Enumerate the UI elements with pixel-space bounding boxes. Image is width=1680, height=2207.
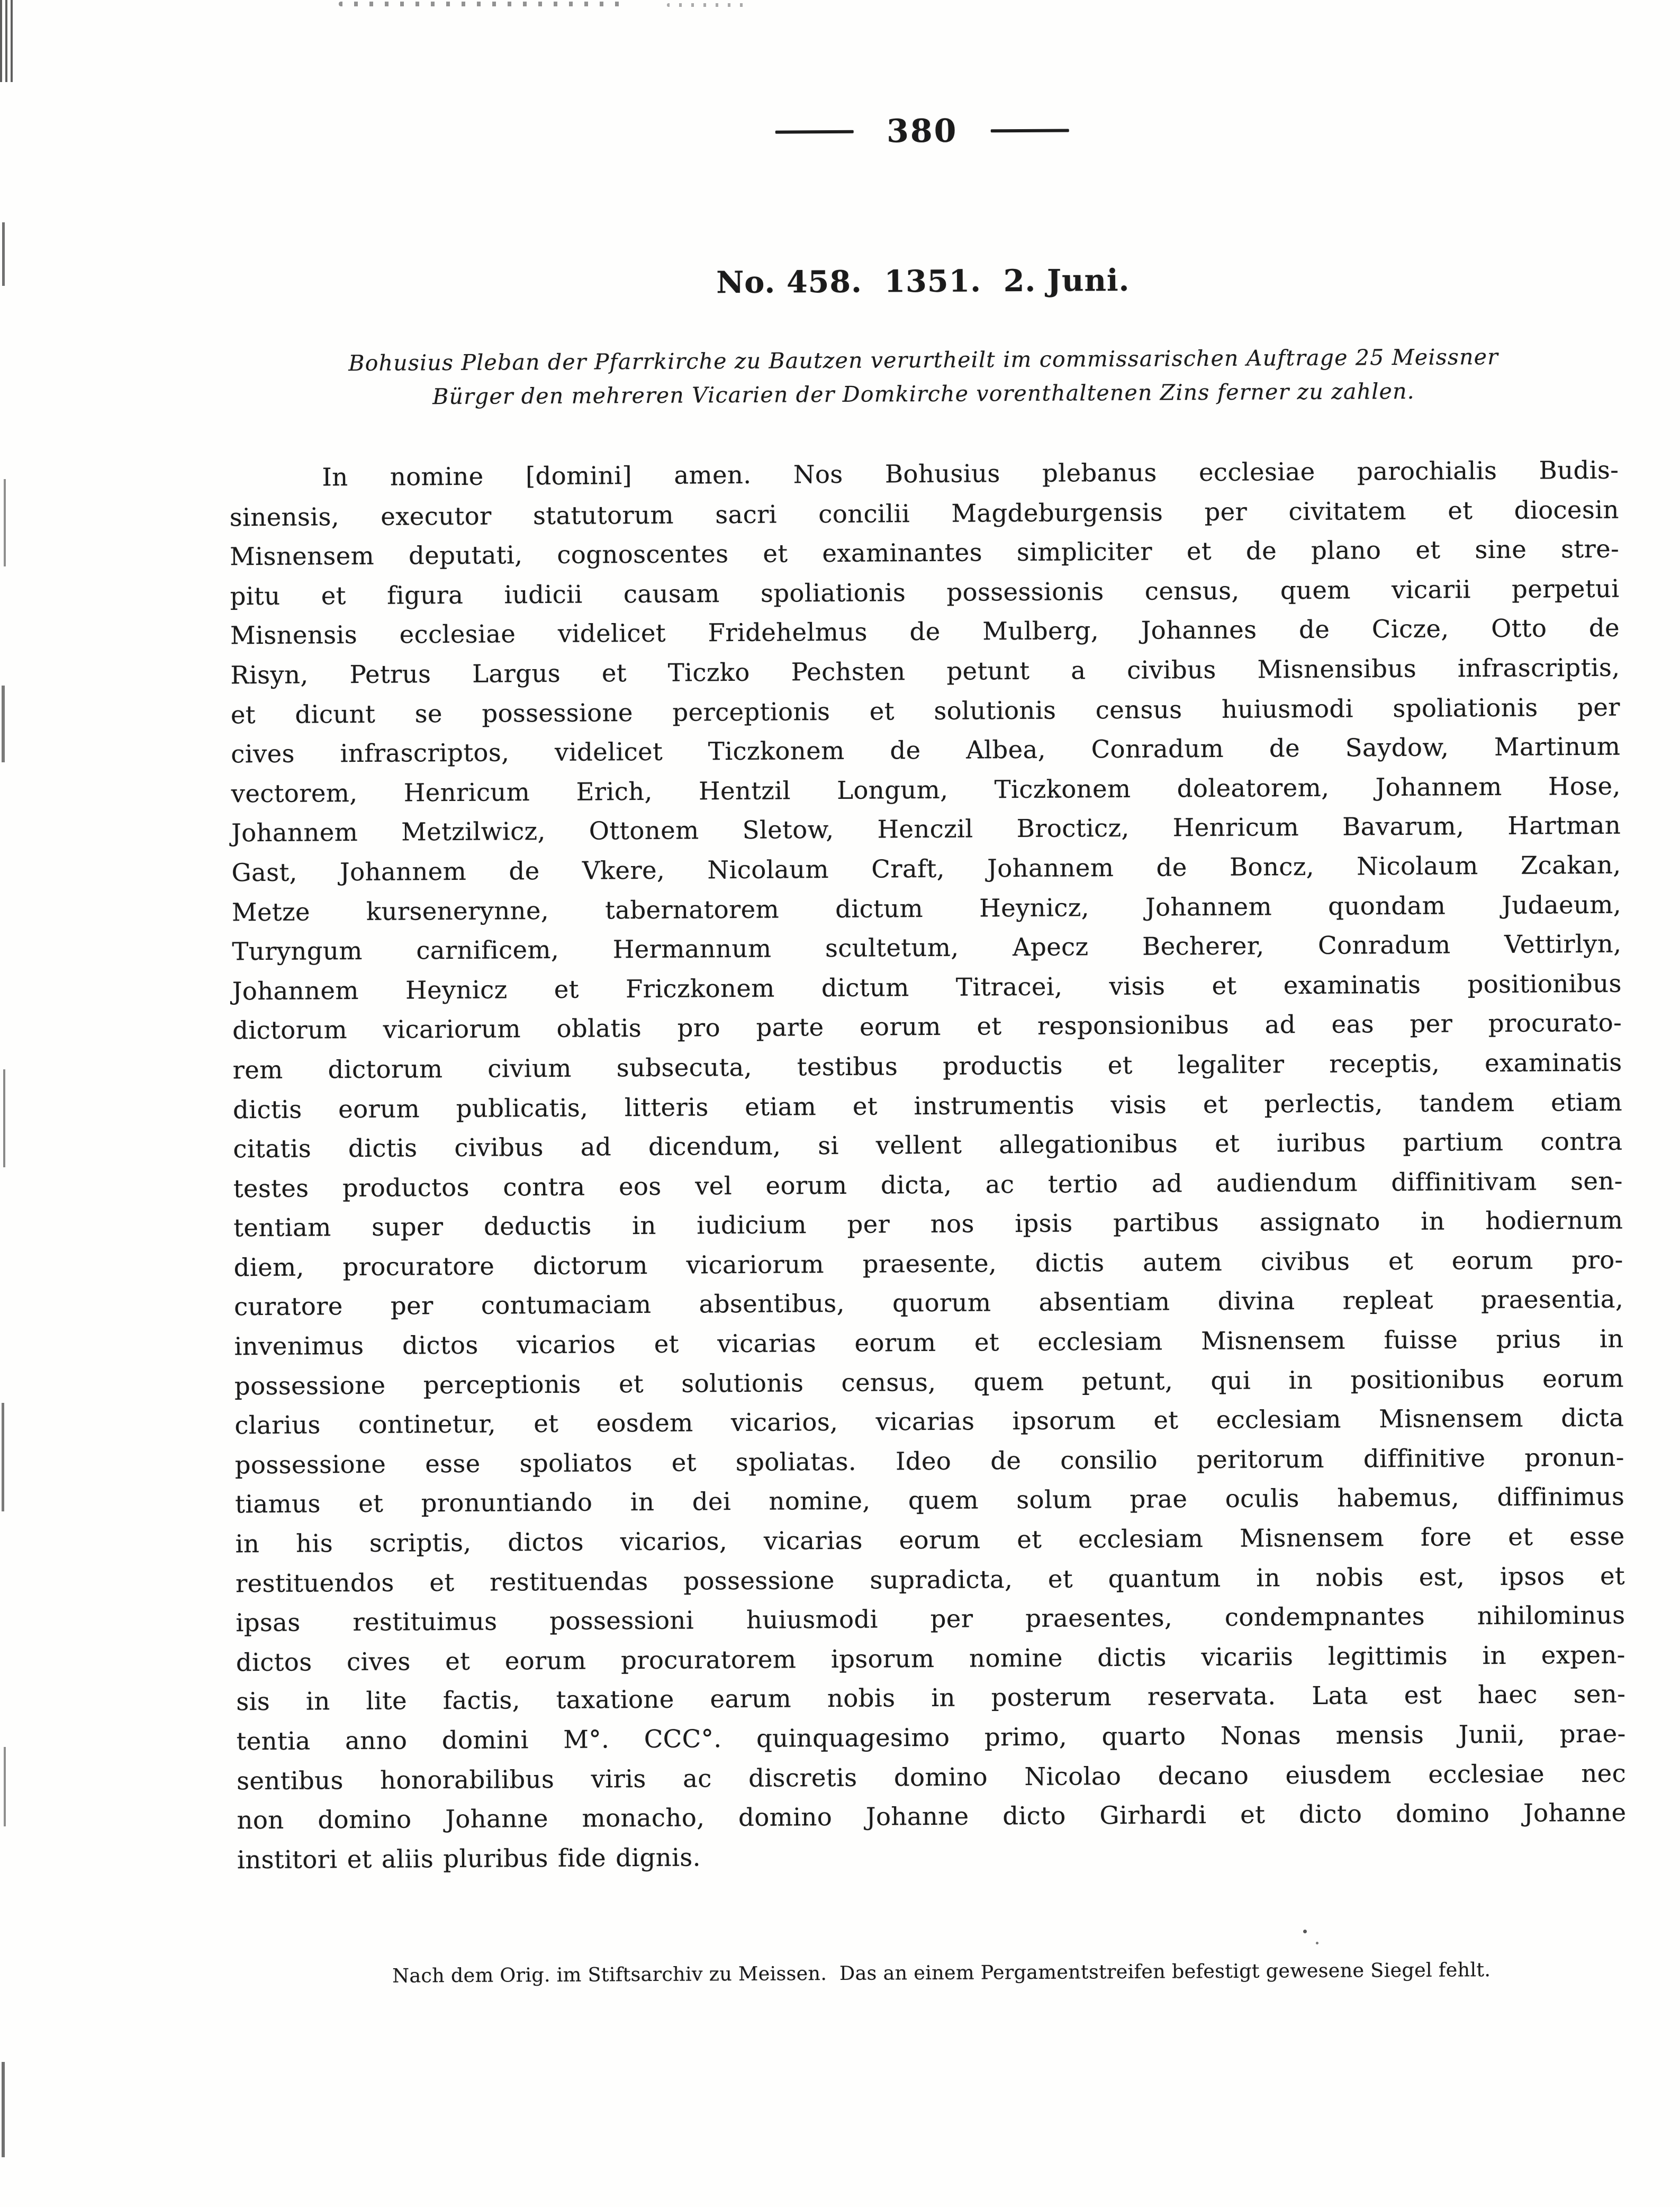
scan-artifact-left-edge	[4, 1747, 6, 1826]
scan-artifact-left-edge	[2, 2062, 5, 2157]
charter-body	[229, 451, 1627, 1880]
body-line: Johannem Metzilwicz, Ottonem Sletow, Henczil Brocticz, Henricum Bavarum, Hartman	[231, 811, 1621, 848]
header-rule-right	[990, 129, 1069, 132]
body-line: diem, procuratore dictorum vicariorum praesente, dictis autem civibus et eorum pro-	[233, 1245, 1623, 1282]
scan-artifact-left-edge	[2, 1403, 4, 1511]
body-line: in his scriptis, dictos vicarios, vicarias eorum et ecclesiam Misnensem fore et esse	[235, 1521, 1625, 1559]
body-line: non domino Johanne monacho, domino Johanne dicto Girhardi et dicto domino Johanne	[237, 1798, 1627, 1835]
page-number: 380	[886, 112, 958, 150]
body-line: tentia anno domini M°. CCC°. quinquagesimo primo, quarto Nonas mensis Junii, prae-	[236, 1719, 1626, 1756]
body-line: Misnensis ecclesiae videlicet Fridehelmus de Mulberg, Johannes de Cicze, Otto de	[230, 614, 1620, 650]
body-line: dictos cives et eorum procuratorem ipsorum nomine dictis vicariis legittimis in expen-	[236, 1640, 1625, 1677]
charter-heading: No. 458. 1351. 2. Juni.	[716, 262, 1130, 301]
body-line: invenimus dictos vicarios et vicarias eorum et ecclesiam Misnensem fuisse prius in	[234, 1324, 1624, 1361]
body-line: possessione perceptionis et solutionis census, quem petunt, qui in positionibus eorum	[234, 1364, 1624, 1400]
body-line: institori et aliis pluribus fide dignis.	[237, 1843, 701, 1875]
body-line: rem dictorum civium subsecuta, testibus productis et legaliter receptis, examinatis	[232, 1048, 1622, 1085]
header-rule-left	[775, 130, 854, 134]
scan-artifact-left-edge	[2, 222, 5, 286]
body-line: clarius continetur, et eosdem vicarios, vicarias ipsorum et ecclesiam Misnensem dicta	[234, 1403, 1624, 1440]
page-content	[227, 0, 1628, 2207]
body-line: sentibus honorabilibus viris ac discretis domino Nicolao decano eiusdem ecclesiae nec	[236, 1759, 1627, 1795]
body-line: citatis dictis civibus ad dicendum, si vellent allegationibus et iuribus partium contra	[233, 1127, 1623, 1164]
body-line: In nomine [domini] amen. Nos Bohusius plebanus ecclesiae parochialis Budis-	[322, 455, 1619, 492]
body-line: tentiam super deductis in iudicium per nos ipsis partibus assignato in hodiernum	[233, 1205, 1623, 1242]
body-line: sis in lite factis, taxatione earum nobis in posterum reservata. Lata est haec sen-	[236, 1680, 1626, 1716]
body-line: et dicunt se possessione perceptionis et solutionis census huiusmodi spoliationis per	[230, 692, 1620, 729]
summary-line: Bohusius Pleban der Pfarrkirche zu Bautzen verurtheilt im commissarischen Auftrage 25 Meissner	[348, 344, 1499, 376]
body-line: restituendos et restituendas possessione supradicta, et quantum in nobis est, ipsos et	[235, 1561, 1625, 1598]
scan-artifact-left-edge	[3, 1069, 5, 1167]
body-line: sinensis, executor statutorum sacri concilii Magdeburgensis per civitatem et diocesin	[229, 495, 1619, 532]
body-line: Turyngum carnificem, Hermannum scultetum, Apecz Becherer, Conradum Vettirlyn,	[232, 929, 1622, 966]
body-line: testes productos contra eos vel eorum dicta, ac tertio ad audiendum diffinitivam sen-	[233, 1166, 1623, 1203]
scan-artifact-left-edge	[4, 479, 6, 566]
body-line: dictorum vicariorum oblatis pro parte eorum et responsionibus ad eas per procurato-	[232, 1008, 1622, 1045]
scan-artifact-left-edge	[0, 0, 15, 82]
body-line: Risyn, Petrus Largus et Ticzko Pechsten petunt a civibus Misnensibus infrascriptis,	[230, 653, 1620, 690]
body-line: Metze kursenerynne, tabernatorem dictum Heynicz, Johannem quondam Judaeum,	[231, 890, 1622, 926]
body-line: pitu et figura iudicii causam spoliationis possessionis census, quem vicarii perpetui	[230, 574, 1620, 611]
page-header	[228, 112, 1617, 151]
source-note: Nach dem Orig. im Stiftsarchiv zu Meissen. Das an einem Pergamentstreifen befestigt gewesene Siegel fehlt.	[392, 1958, 1491, 1987]
body-line: curatore per contumaciam absentibus, quorum absentiam divina repleat praesentia,	[233, 1285, 1624, 1321]
scan-artifact-left-edge	[2, 686, 5, 762]
body-line: cives infrascriptos, videlicet Ticzkonem de Albea, Conradum de Saydow, Martinum	[231, 732, 1621, 769]
body-line: Gast, Johannem de Vkere, Nicolaum Craft, Johannem de Boncz, Nicolaum Zcakan,	[231, 850, 1621, 887]
body-line: vectorem, Henricum Erich, Hentzil Longum, Ticzkonem doleatorem, Johannem Hose,	[231, 771, 1621, 808]
body-line: Misnensem deputati, cognoscentes et examinantes simpliciter et de plano et sine stre-	[230, 534, 1620, 571]
body-line: Johannem Heynicz et Friczkonem dictum Titracei, visis et examinatis positionibus	[232, 969, 1622, 1006]
summary-line: Bürger den mehreren Vicarien der Domkirche vorenthaltenen Zins ferner zu zahlen.	[432, 378, 1415, 410]
body-line: possessione esse spoliatos et spoliatas. Ideo de consilio peritorum diffinitive pronun-	[234, 1443, 1624, 1480]
charter-summary	[229, 339, 1619, 415]
body-line: tiamus et pronuntiando in dei nomine, quem solum prae oculis habemus, diffinimus	[235, 1482, 1625, 1519]
body-line: dictis eorum publicatis, litteris etiam et instrumentis visis et perlectis, tandem etiam	[232, 1087, 1623, 1124]
body-line: ipsas restituimus possessioni huiusmodi per praesentes, condempnantes nihilominus	[236, 1600, 1625, 1637]
